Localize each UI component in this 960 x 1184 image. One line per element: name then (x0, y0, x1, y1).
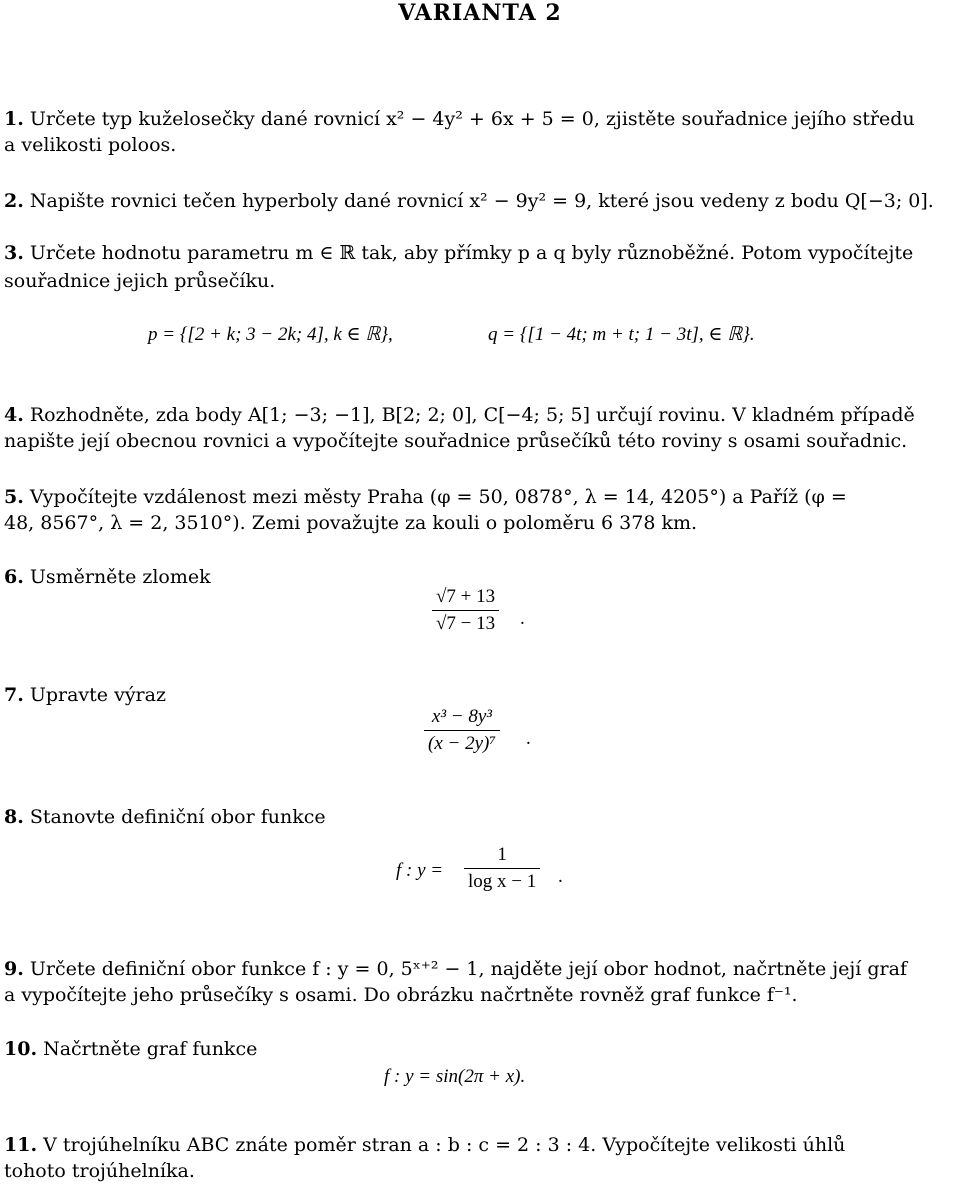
task-1 (4, 106, 915, 132)
fraction-period: . (526, 728, 531, 749)
task-text: Určete typ kuželosečky dané rovnicí x² − 4y² + 6x + 5 = 0, zjistěte souřadnice jejího středu (29, 108, 915, 130)
formula-task-10: f : y = sin(2π + x). (384, 1066, 526, 1087)
fraction-denominator: (x − 2y)⁷ (428, 733, 496, 754)
task-text: Rozhodněte, zda body A[1; −3; −1], B[2; 2; 0], C[−4; 5; 5] určují rovinu. V kladném případě (29, 404, 915, 426)
task-text: Stanovte definiční obor funkce (29, 806, 326, 828)
task-number: 6. (4, 566, 24, 588)
formula-line-p: p = {[2 + k; 3 − 2k; 4], k ∈ ℝ}, (148, 324, 393, 345)
task-text: Vypočítejte vzdálenost mezi městy Praha (φ = 50, 0878°, λ = 14, 4205°) a Paříž (φ = (29, 486, 847, 508)
fraction-denominator: √7 − 13 (436, 613, 496, 634)
task-11 (4, 1132, 845, 1158)
task-3-continuation: souřadnice jejich průsečíku. (4, 270, 276, 292)
task-3 (4, 240, 913, 266)
fraction-task-8 (464, 844, 540, 893)
task-9 (4, 956, 907, 982)
task-number: 8. (4, 806, 24, 828)
fraction-numerator: √7 + 13 (432, 586, 499, 611)
fraction-numerator: x³ − 8y³ (424, 706, 500, 731)
task-number: 11. (4, 1134, 38, 1156)
task-text: Usměrněte zlomek (29, 566, 211, 588)
task-number: 7. (4, 684, 24, 706)
task-8 (4, 804, 326, 830)
task-text: Načrtněte graf funkce (43, 1038, 258, 1060)
task-5 (4, 484, 847, 510)
task-2 (4, 188, 934, 214)
task-text: Upravte výraz (29, 684, 166, 706)
task-4 (4, 402, 915, 428)
task-5-continuation: 48, 8567°, λ = 2, 3510°). Zemi považujte za kouli o poloměru 6 378 km. (4, 512, 698, 534)
task-6 (4, 564, 211, 590)
page-title: VARIANTA 2 (398, 0, 562, 26)
fraction-period: . (520, 608, 525, 629)
fraction-numerator: 1 (464, 844, 540, 869)
task-number: 3. (4, 242, 24, 264)
task-text: Určete hodnotu parametru m ∈ ℝ tak, aby přímky p a q byly různoběžné. Potom vypočítejte (29, 242, 914, 264)
function-lhs: f : y = (396, 860, 444, 881)
task-number: 2. (4, 190, 24, 212)
task-number: 5. (4, 486, 24, 508)
task-10 (4, 1036, 257, 1062)
task-text: V trojúhelníku ABC znáte poměr stran a : b : c = 2 : 3 : 4. Vypočítejte velikosti úhlů (43, 1134, 846, 1156)
task-4-continuation: napište její obecnou rovnici a vypočítejte souřadnice průsečíků této roviny s osami souřadnic. (4, 430, 908, 452)
fraction-task-7 (424, 706, 500, 755)
task-1-continuation: a velikosti poloos. (4, 134, 177, 156)
task-7 (4, 682, 166, 708)
task-text: Napište rovnici tečen hyperboly dané rovnicí x² − 9y² = 9, které jsou vedeny z bodu Q[−3; 0]. (29, 190, 934, 212)
task-number: 10. (4, 1038, 38, 1060)
fraction-denominator: log x − 1 (468, 871, 537, 892)
task-text: Určete definiční obor funkce f : y = 0, 5ˣ⁺² − 1, najděte její obor hodnot, načrtněte její graf (29, 958, 907, 980)
fraction-period: . (558, 866, 563, 887)
task-number: 1. (4, 108, 24, 130)
task-number: 9. (4, 958, 24, 980)
formula-line-q: q = {[1 − 4t; m + t; 1 − 3t], ∈ ℝ}. (488, 324, 755, 345)
task-9-continuation: a vypočítejte jeho průsečíky s osami. Do obrázku načrtněte rovněž graf funkce f⁻¹. (4, 984, 798, 1006)
task-number: 4. (4, 404, 24, 426)
fraction-task-6 (432, 586, 499, 635)
task-11-continuation: tohoto trojúhelníka. (4, 1160, 195, 1182)
